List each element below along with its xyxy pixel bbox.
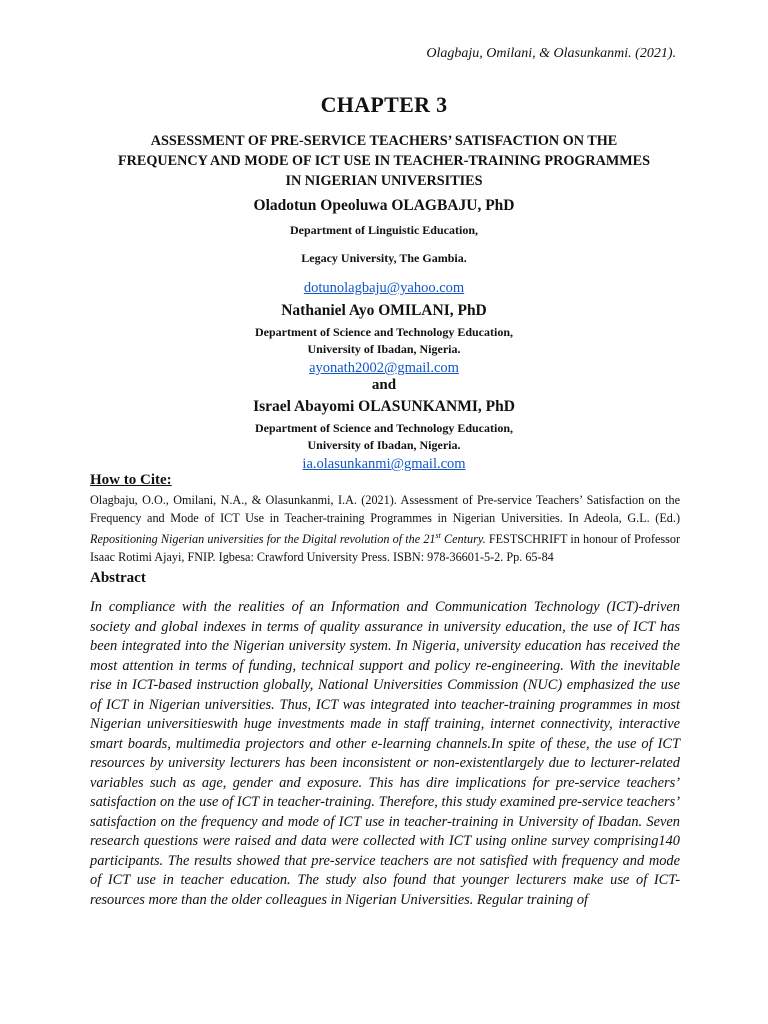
how-to-cite-heading: How to Cite: [90,472,172,488]
author-email-link[interactable]: ayonath2002@gmail.com [309,360,459,376]
citation-part: Olagbaju, O.O., Omilani, N.A., & Olasunkanmi, I.A. (2021). Assessment of Pre-service Teachers’ Satisfaction on the Frequency and Mode of ICT Use in Teacher-training Programmes in Nigerian Universities. In Adeola, G.L. (Ed.) [90,493,680,525]
citation-book-title-tail: Century. [440,532,486,547]
chapter-heading: CHAPTER 3 [320,92,448,117]
abstract-body: In compliance with the realities of an Information and Communication Technology (ICT)-driven society and global indexes in terms of quality assurance in university education, the use of ICT has been integrated into the Nigerian university system. In Nigeria, university education has received the most attention in terms of funding, technical support and policy re-engineering. With the inevitable rise in ICT-based instruction globally, National Universities Commission (NUC) emphasized the use of ICT in Nigerian universities. Thus, ICT was integrated into teacher-training programmes in most Nigerian universitieswith huge investments made in staff training, internet connectivity, interactive smart boards, multimedia projectors and other e-learning channels.In spite of these, the use of ICT resources by university lecturers has been inconsistent or non-existentlargely due to lecturer-related variables such as age, gender and exposure. This has dire implications for pre-service teachers’ satisfaction on the use of ICT in teacher-training. Therefore, this study examined pre-service teachers’ satisfaction on the frequency and mode of ICT use in teacher-training in University of Ibadan. Seven research questions were raised and data were collected with ICT using online survey comprising140 participants. The results showed that pre-service teachers are not satisfied with frequency and mode of ICT use in teacher education. The study also found that younger lecturers make use of ICT-resources more than the older colleagues in Nigerian Universities. Regular training of [90,599,680,908]
abstract-heading: Abstract [90,570,146,586]
title-line: ASSESSMENT OF PRE-SERVICE TEACHERS’ SATISFACTION ON THE [150,133,618,149]
author-email-link[interactable]: ia.olasunkanmi@gmail.com [302,456,466,472]
author-affiliation: Legacy University, The Gambia. [301,251,467,265]
author-affiliation: Department of Linguistic Education, [289,223,478,237]
author-name: Oladotun Opeoluwa OLAGBAJU, PhD [253,197,515,214]
author-email-link[interactable]: dotunolagbaju@yahoo.com [303,280,465,296]
author-affiliation: University of Ibadan, Nigeria. [307,342,461,356]
author-name: Nathaniel Ayo OMILANI, PhD [281,302,487,319]
author-affiliation: Department of Science and Technology Education, [254,325,513,339]
citation-superscript: st [435,531,441,540]
running-head: Olagbaju, Omilani, & Olasunkanmi. (2021). [426,46,676,61]
author-affiliation: Department of Science and Technology Education, [254,421,513,435]
author-block-1 [0,197,768,297]
title-line: IN NIGERIAN UNIVERSITIES [285,173,483,189]
paper-title [96,131,672,191]
citation-text [90,492,680,566]
author-block-3 [0,398,768,473]
author-block-2 [0,302,768,377]
author-affiliation: University of Ibadan, Nigeria. [307,438,461,452]
citation-book-title: Repositioning Nigerian universities for the Digital revolution of the 21 [90,532,436,547]
title-line: FREQUENCY AND MODE OF ICT USE IN TEACHER-TRAINING PROGRAMMES [117,153,651,169]
and-conjunction: and [371,377,397,393]
citation-part: FESTSCHRIFT in honour of Professor Isaac Rotimi Ajayi, FNIP. Igbesa: Crawford University Press. ISBN: 978-36601-5-2. Pp. 65-84 [90,532,681,564]
author-name: Israel Abayomi OLASUNKANMI, PhD [253,398,515,415]
